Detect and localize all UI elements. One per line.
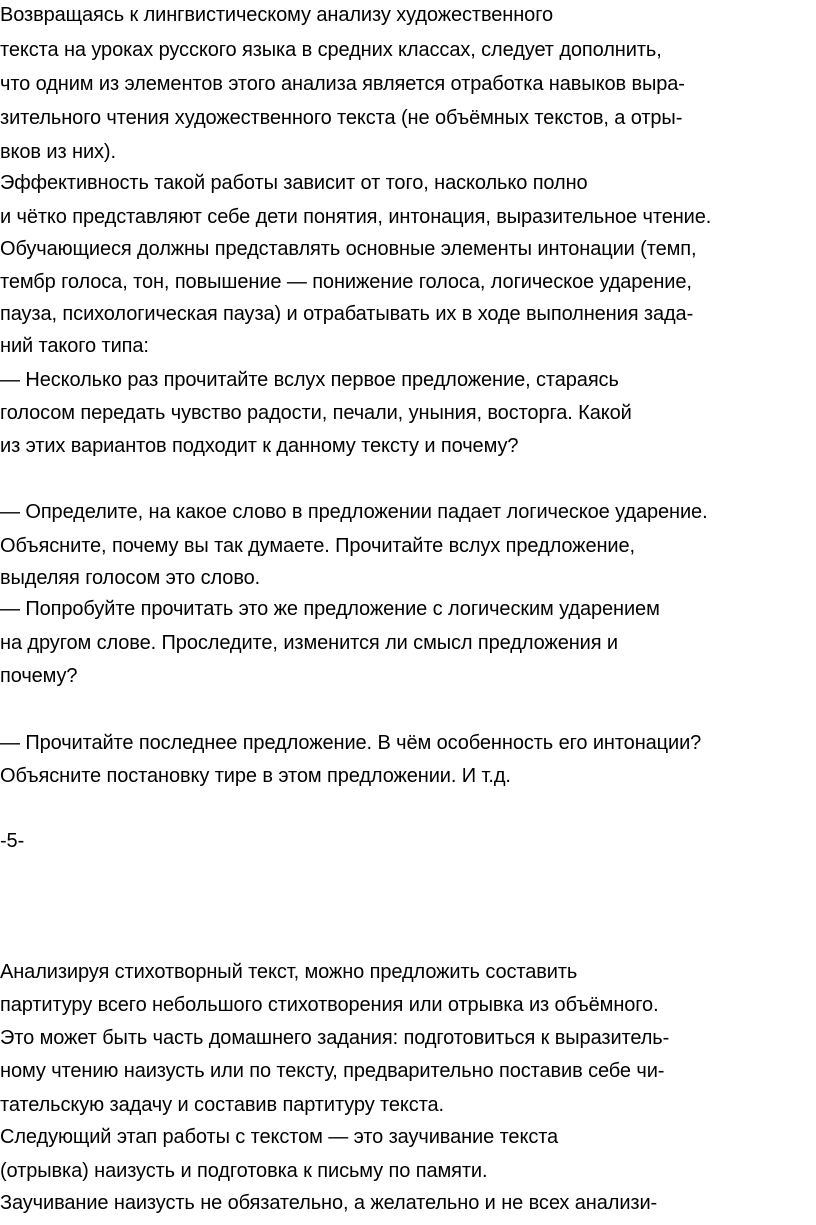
text-line: — Несколько раз прочитайте вслух первое предложение, стараясь [0, 369, 619, 391]
text-line: (отрывка) наизусть и подготовка к письму по памяти. [0, 1160, 488, 1182]
text-line: Заучивание наизусть не обязательно, а желательно и не всех анализи- [0, 1192, 658, 1214]
text-line: из этих вариантов подходит к данному тексту и почему? [0, 435, 519, 457]
text-line: тембр голоса, тон, повышение — понижение голоса, логическое ударение, [0, 271, 692, 293]
text-line: Анализируя стихотворный текст, можно предложить составить [0, 961, 578, 983]
text-line: вков из них). [0, 141, 116, 163]
text-line: голосом передать чувство радости, печали, уныния, восторга. Какой [0, 402, 632, 424]
text-line: зительного чтения художественного текста (не объёмных текстов, а отры- [0, 107, 683, 129]
text-line: Обучающиеся должны представлять основные элементы интонации (темп, [0, 238, 697, 260]
text-line: — Попробуйте прочитать это же предложение с логическим ударением [0, 598, 660, 620]
text-line: Это может быть часть домашнего задания: подготовиться к выразитель- [0, 1027, 670, 1049]
text-line: Эффективность такой работы зависит от того, насколько полно [0, 172, 588, 194]
text-line: — Прочитайте последнее предложение. В чём особенность его интонации? [0, 732, 702, 754]
text-line: ний такого типа: [0, 335, 149, 357]
text-line: и чётко представляют себе дети понятия, интонация, выразительное чтение. [0, 206, 712, 228]
text-line: почему? [0, 665, 78, 687]
text-line: на другом слове. Проследите, изменится ли смысл предложения и [0, 632, 619, 654]
text-line: тательскую задачу и составив партитуру текста. [0, 1094, 445, 1116]
text-line: партитуру всего небольшого стихотворения или отрывка из объёмного. [0, 994, 659, 1016]
text-line: ному чтению наизусть или по тексту, предварительно поставив себе чи- [0, 1060, 665, 1082]
text-line: пауза, психологическая пауза) и отрабатывать их в ходе выполнения зада- [0, 303, 694, 325]
text-line: — Определите, на какое слово в предложении падает логическое ударение. [0, 501, 708, 523]
text-line: Возвращаясь к лингвистическому анализу художественного [0, 4, 553, 26]
text-line: Следующий этап работы с текстом — это заучивание текста [0, 1126, 559, 1148]
text-line: Объясните, почему вы так думаете. Прочитайте вслух предложение, [0, 535, 635, 557]
text-line: выделяя голосом это слово. [0, 567, 261, 589]
text-line: Объясните постановку тире в этом предложении. И т.д. [0, 765, 511, 787]
text-line: текста на уроках русского языка в средних классах, следует дополнить, [0, 39, 662, 61]
page-number: -5- [0, 830, 25, 852]
text-line: что одним из элементов этого анализа является отработка навыков выра- [0, 73, 685, 95]
